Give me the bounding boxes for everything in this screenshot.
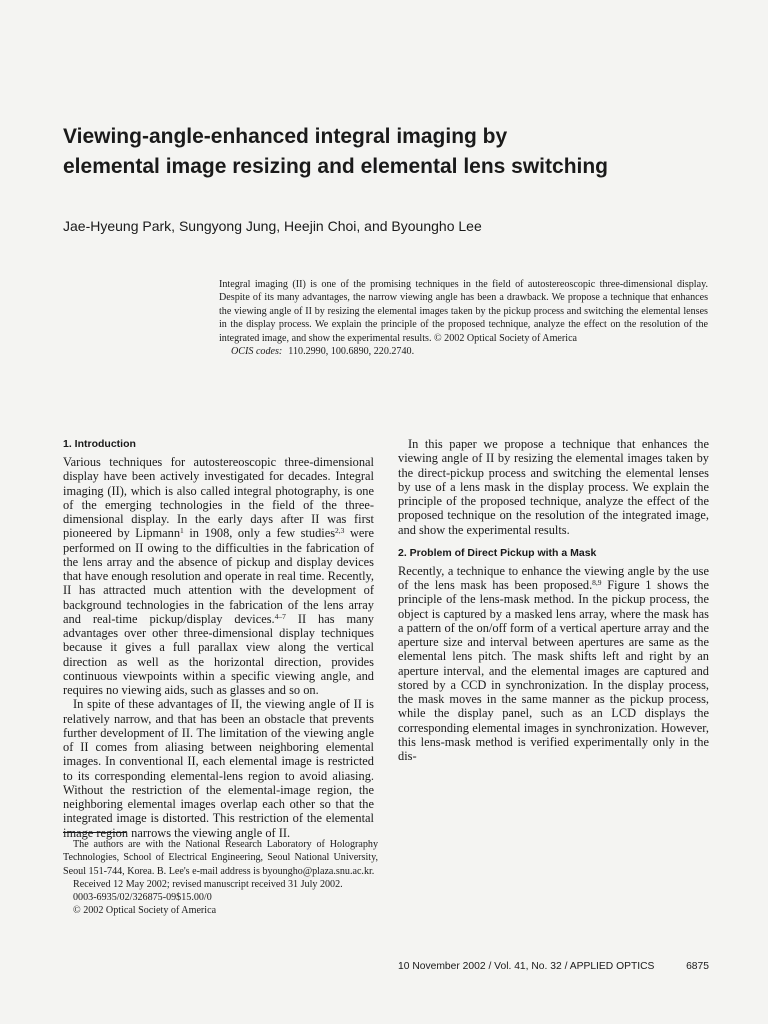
title-line-1: Viewing-angle-enhanced integral imaging by — [63, 125, 508, 148]
section-2-heading: 2. Problem of Direct Pickup with a Mask — [398, 546, 597, 559]
right-column — [398, 437, 709, 763]
intro-paragraph-3: In this paper we propose a technique that enhances the viewing angle of II by resizing the elemental images taken by the direct-pickup process and switching the elemental lenses by use of a lens mask in the display process. We explain the principle of the proposed technique, analyze the effect of the proposed technique on the resolution of the integrated image, and show the experimental results. — [398, 437, 709, 537]
ocis-label: OCIS codes: — [231, 346, 283, 358]
citation-ref[interactable]: 8,9 — [592, 578, 602, 587]
author-list: Jae-Hyeung Park, Sungyong Jung, Heejin Choi, and Byoungho Lee — [63, 218, 482, 234]
citation-ref[interactable]: 2,3 — [335, 526, 345, 536]
citation-ref[interactable]: 1 — [180, 526, 184, 536]
section-2-paragraph-1: Recently, a technique to enhance the viewing angle by the use of the lens mask has been proposed.$^{8,9}$ Figure 1 shows the principle of the lens-mask method. In the pickup process, the object is captured by a masked lens array, where the mask has a pattern of the on/off form of a vertical aperture array and the aperture size and interval between apertures are same as the elemental lens pitch. The mask shifts left and right by an aperture interval, and the elemental images are captured and stored by a CCD in synchronization. In the display process, the mask moves in the same manner as the pickup process, while the display panel, such as an LCD displays the corresponding elemental images in synchronization. However, this lens-mask method is verified experimentally only in the dis- — [398, 563, 709, 763]
intro-paragraph-2: In spite of these advantages of II, the viewing angle of II is relatively narrow, and that has been an obstacle that prevents further development of II. The limitation of the viewing angle of II comes from aliasing between neighboring elemental images. In conventional II, each elemental image is restricted to its corresponding elemental-lens region to avoid aliasing. Without the restriction of the elemental-image region, the neighboring elemental images overlap each other so that the integrated image is distorted. This restriction of the elemental image region narrows the viewing angle of II. — [63, 697, 374, 840]
intro-paragraph-1: Various techniques for autostereoscopic three-dimensional display have been actively investigated for decades. Integral imaging (II), which is also called integral photography, is one of the emerging technologies in the field of the three-dimensional display. In the early days after II was first pioneered by Lipmann$^1$ in 1908, only a few studies$^{2,3}$ were performed on II owing to the difficulties in the fabrication of the lens array and the absence of pickup and display devices that have enough resolution and operate in real time. Recently, II has attracted much attention with the development of background technologies in the fabrication of the lens array and real-time pickup/display devices.$^{4-7}$ II has many advantages over other three-dimensional display techniques because it gives a full parallax view along the vertical direction as well as the horizontal direction, provides continuous viewpoints within a specific viewing angle, and requires no viewing aids, such as glasses and so on. — [63, 455, 375, 697]
journal-info: 10 November 2002 / Vol. 41, No. 32 / APPLIED OPTICS — [398, 961, 655, 972]
footnote — [63, 838, 378, 918]
left-column — [63, 437, 374, 840]
ocis-values: 110.2990, 100.6890, 220.2740. — [288, 346, 415, 358]
abstract-text: Integral imaging (II) is one of the promising techniques in the field of autostereoscopic three-dimensional display. Despite of its many advantages, the narrow viewing angle has been a drawback. We propose a technique that enhances the viewing angle of II by resizing the elemental images taken by the pickup process and switching the elemental lenses in the display process. We explain the principle of the proposed technique, analyze the effect on the resolution of the integrated image, and show the experimental results. © 2002 Optical Society of America — [219, 279, 708, 344]
footnote-affiliation: The authors are with the National Research Laboratory of Holography Technologies, School of Electrical Engineering, Seoul National University, Seoul 151-744, Korea. B. Lee's e-mail address is byoungho@plaza.snu.ac.kr. — [63, 839, 378, 877]
title-line-2: elemental image resizing and elemental lens switching — [63, 155, 609, 178]
footnote-copyright: © 2002 Optical Society of America — [73, 905, 217, 917]
ocis-codes — [219, 345, 708, 358]
section-1-heading: 1. Introduction — [63, 438, 136, 450]
paper-title — [63, 122, 723, 182]
footnote-received: Received 12 May 2002; revised manuscript received 31 July 2002. — [73, 878, 343, 890]
footnote-code: 0003-6935/02/326875-09$15.00/0 — [73, 892, 212, 904]
citation-ref[interactable]: 4–7 — [274, 611, 286, 621]
footnote-divider — [63, 832, 126, 833]
page-footer — [398, 961, 709, 972]
abstract — [219, 278, 708, 358]
page-number: 6875 — [686, 961, 709, 972]
